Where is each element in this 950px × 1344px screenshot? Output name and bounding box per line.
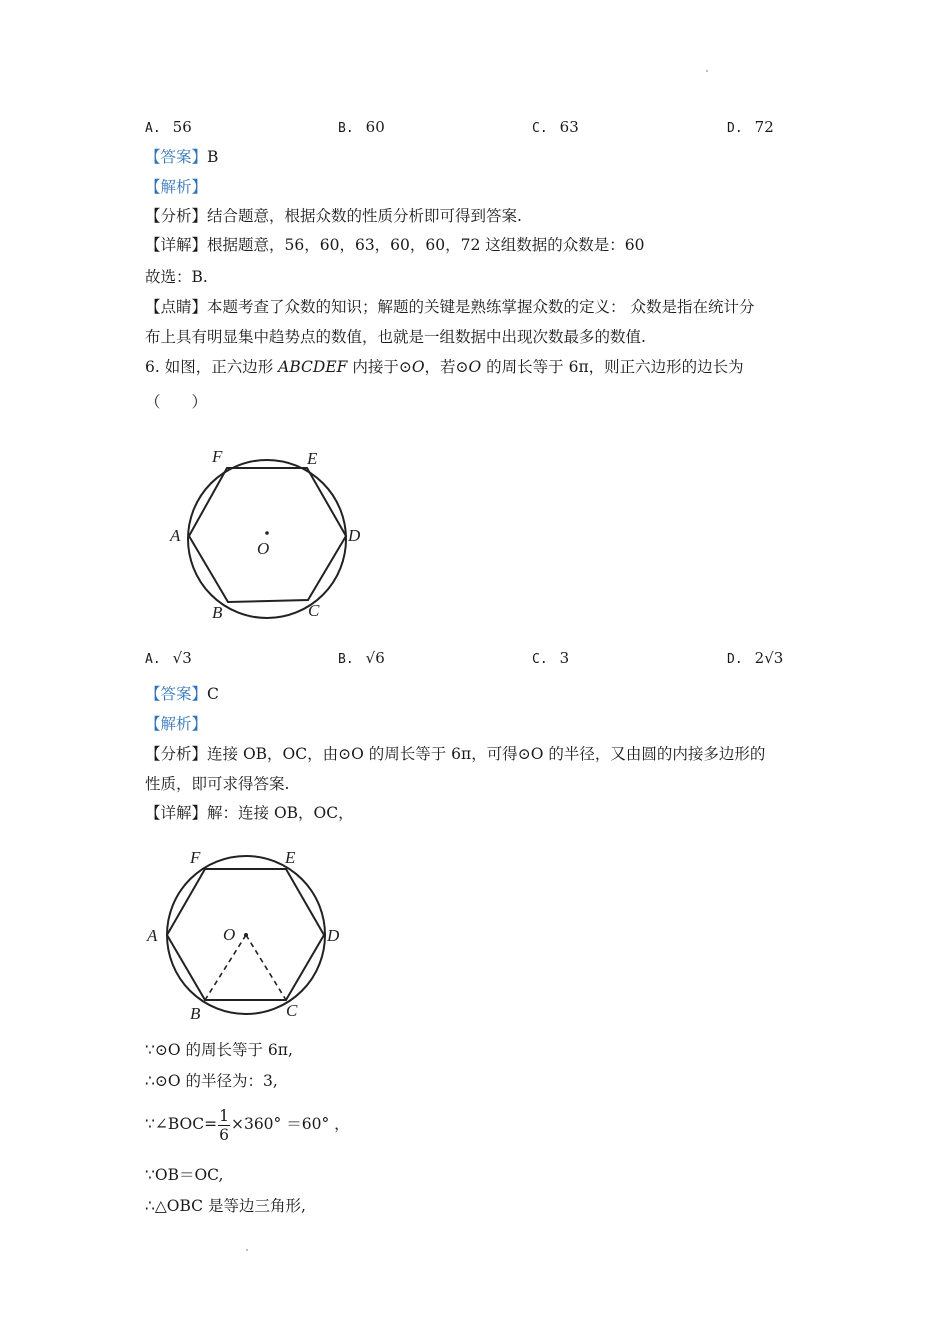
label-f: F <box>190 848 201 867</box>
q6-fenxi-2: 性质，即可求得答案. <box>145 775 290 793</box>
q5-answer: 【答案】B <box>145 148 219 166</box>
label-a: A <box>147 926 158 945</box>
q6-fenxi-1: 【分析】连接 OB，OC，由⊙O 的周长等于 6π，可得⊙O 的半径，又由圆的内接多边形的 <box>145 745 766 763</box>
label-c: C <box>286 1001 298 1020</box>
segment-oc <box>246 935 286 1000</box>
q6-option-d: D. 2√3 <box>727 649 784 667</box>
q5-option-d: D. 72 <box>727 118 774 136</box>
label-d: D <box>327 926 340 945</box>
label-c: C <box>308 601 320 620</box>
q6-option-b: B. √6 <box>338 649 385 667</box>
q6-analysis-heading: 【解析】 <box>145 715 208 733</box>
q5-option-c: C. 63 <box>532 118 579 136</box>
q6-step-2: ∴⊙O 的半径为：3, <box>145 1072 278 1090</box>
q6-paren: （ ） <box>145 393 208 411</box>
q6-hexagon-figure <box>160 440 370 625</box>
label-d: D <box>348 526 361 545</box>
scan-speck-bottom <box>246 1249 248 1251</box>
hexagon <box>189 468 346 602</box>
label-b: B <box>212 603 223 622</box>
label-o: O <box>257 539 270 558</box>
label-e: E <box>307 449 318 468</box>
q5-dianjing-1: 【点睛】本题考查了众数的知识；解题的关键是熟练掌握众数的定义： 众数是指在统计分 <box>145 298 755 316</box>
q6-answer: 【答案】C <box>145 685 219 703</box>
scan-speck-top <box>706 70 708 72</box>
center-point <box>244 933 248 937</box>
q6-step-5: ∴△OBC 是等边三角形, <box>145 1197 306 1215</box>
label-f: F <box>212 447 223 466</box>
segment-ob <box>205 935 246 1000</box>
q5-option-b: B. 60 <box>338 118 385 136</box>
fraction-one-sixth: $\frac{1}{6}$ <box>219 1106 229 1144</box>
q6-stem: 6. 如图，正六边形 ABCDEF 内接于⊙O，若⊙O 的周长等于 6π，则正六边形的边长为 <box>145 358 744 376</box>
q5-option-a: A. 56 <box>145 118 192 136</box>
q6-step-1: ∵⊙O 的周长等于 6π, <box>145 1041 293 1059</box>
q6-xiangjie: 【详解】解：连接 OB，OC， <box>145 804 354 822</box>
label-b: B <box>190 1004 201 1023</box>
q5-dianjing-2: 布上具有明显集中趋势点的数值，也就是一组数据中出现次数最多的数值. <box>145 328 646 346</box>
label-e: E <box>285 848 296 867</box>
q5-analysis-heading: 【解析】 <box>145 178 208 196</box>
q6-option-c: C. 3 <box>532 649 570 667</box>
q6-step-4: ∵OB＝OC, <box>145 1166 224 1184</box>
label-o: O <box>223 925 236 944</box>
q5-fenxi: 【分析】结合题意，根据众数的性质分析即可得到答案. <box>145 207 522 225</box>
q6-solution-figure <box>140 842 355 1027</box>
center-point <box>265 531 269 535</box>
q6-step-3: ∵∠BOC= $\frac{1}{6}$ ×360° ＝60° ， <box>145 1106 350 1144</box>
q5-choice: 故选：B. <box>145 268 208 286</box>
q5-xiangjie: 【详解】根据题意，56，60，63，60，60，72 这组数据的众数是：60 <box>145 236 645 254</box>
label-a: A <box>170 526 181 545</box>
q6-option-a: A. √3 <box>145 649 192 667</box>
